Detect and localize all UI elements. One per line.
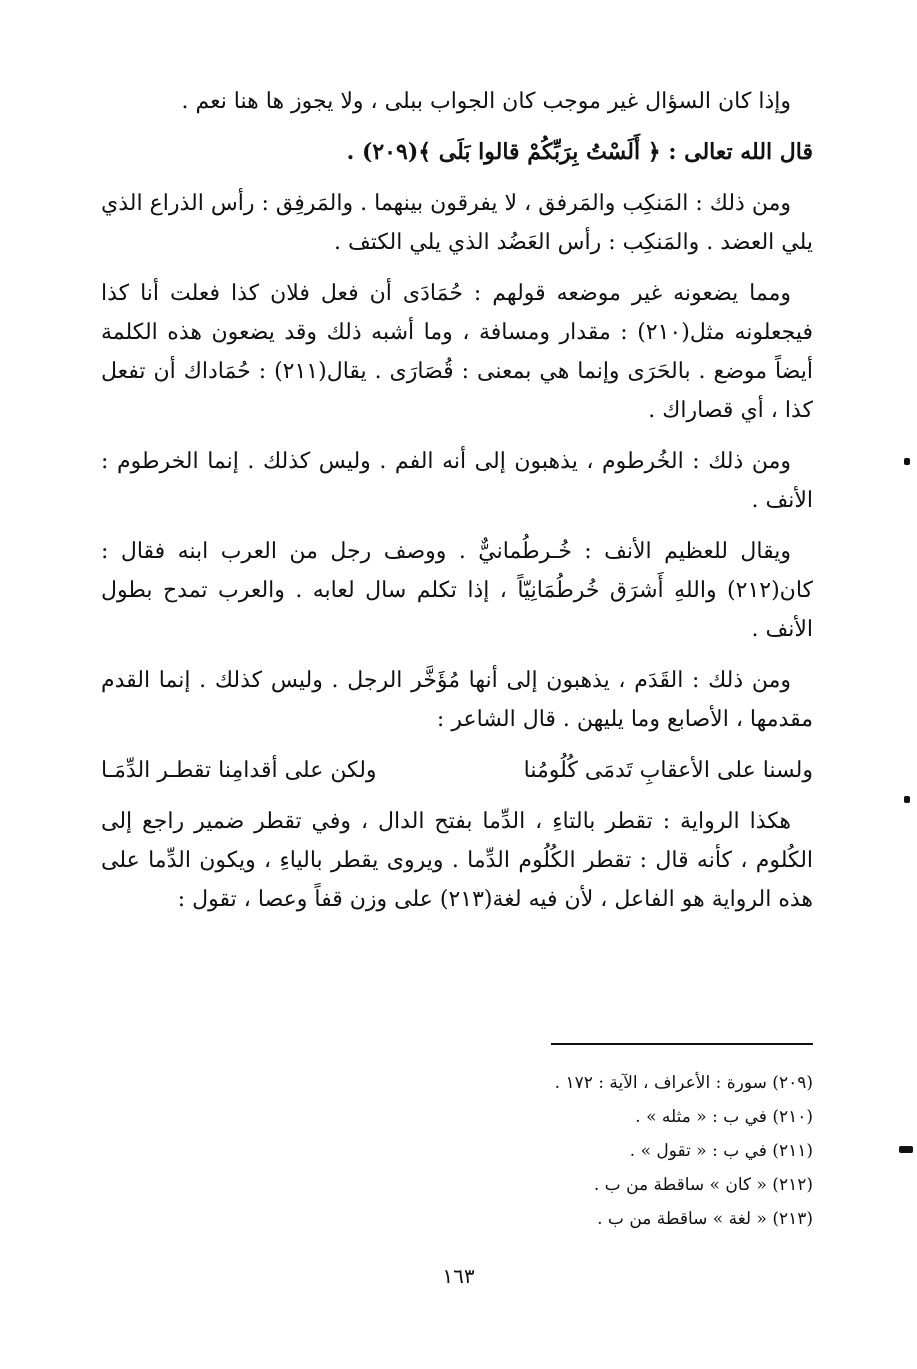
text-line: هكذا الرواية : تقطر بالتاءِ ، الدِّما بفتح الدال ، وفي تقطر ضمير راجع bbox=[142, 809, 791, 834]
footnote: (٢٠٩) سورة : الأعراف ، الآية : ١٧٢ . bbox=[554, 1073, 813, 1093]
paragraph-4 bbox=[101, 274, 813, 430]
scan-edge-mark bbox=[904, 796, 910, 803]
paragraph-2-quran-verse bbox=[101, 133, 813, 172]
text-line: فقال : كان(٢١٢) واللهِ أَشرَق خُرطُمَانِيّاً ، إذا تكلم سال لعابه . والعرب تمدح bbox=[101, 539, 813, 603]
footnote: (٢١٠) في ب : « مثله » . bbox=[635, 1107, 813, 1127]
footnote: (٢١٣) « لغة » ساقطة من ب . bbox=[597, 1209, 813, 1229]
text-line: إنما القدم مقدمها ، الأصابع وما يليهن . قال الشاعر : bbox=[101, 668, 813, 732]
footnote-separator bbox=[551, 1043, 813, 1045]
scan-edge-mark bbox=[904, 458, 910, 465]
text-line: قال الله تعالى : ﴿ أَلَسْتُ بِرَبِّكُمْ قالوا بَلَى ﴾(٢٠٩) . bbox=[346, 139, 813, 165]
paragraph-1 bbox=[101, 82, 813, 121]
text-line: بطول الأنف . bbox=[101, 578, 813, 642]
text-line: إلى الكُلوم ، كأنه قال : تقطر الكُلُوم الدِّما . ويروى يقطر بالياءِ ، ويكون الدِّما bbox=[101, 809, 814, 873]
text-line: أيضاً موضع . بالحَرَى وإنما هي بمعنى : قُصَارَى . يقال(٢١١) : حُمَاداك أن bbox=[153, 359, 813, 384]
paragraph-7 bbox=[101, 661, 813, 739]
closing-paragraph bbox=[101, 802, 813, 919]
text-line: ويقال للعظيم الأنف : خُـرطُمانيٌّ . ووصف رجل من العرب ابنه bbox=[177, 539, 791, 564]
text-line: وإذا كان السؤال غير موجب كان الجواب ببلى ، ولا يجوز ها هنا نعم . bbox=[181, 89, 791, 114]
text-line: فيجعلونه مثل(٢١٠) : مقدار ومسافة ، وما أشبه ذلك وقد يضعون هذه الكلمة bbox=[101, 320, 813, 345]
footnote: (٢١٢) « كان » ساقطة من ب . bbox=[593, 1175, 813, 1195]
footnote: (٢١١) في ب : « تقول » . bbox=[629, 1141, 813, 1161]
verse-second-hemistich: ولكن على أقدامِنا تقطـر الدِّمَـا bbox=[101, 758, 377, 783]
page-number: ١٦٣ bbox=[442, 1264, 475, 1288]
paragraph-6 bbox=[101, 532, 813, 649]
paragraph-5 bbox=[101, 442, 813, 520]
text-line: الذراع الذي يلي العضد . والمَنكِب : رأس العَضُد الذي يلي الكتف . bbox=[101, 191, 813, 255]
text-line: الأنف . bbox=[751, 488, 813, 513]
text-line: على هذه الرواية هو الفاعل ، لأن فيه لغة(٢١٣) على وزن قفاً وعصا ، تقول : bbox=[101, 848, 813, 912]
footnotes bbox=[101, 1066, 813, 1236]
text-line: تفعل كذا ، أي قصاراك . bbox=[101, 359, 813, 423]
verse-first-hemistich: ولسنا على الأعقابِ تَدمَى كُلُومُنا bbox=[523, 758, 813, 783]
text-line: ومما يضعونه غير موضعه قولهم : حُمَادَى أن فعل فلان كذا فعلت أنا كذا bbox=[101, 281, 791, 306]
text-line: ومن ذلك : الخُرطوم ، يذهبون إلى أنه الفم . وليس كذلك . إنما الخرطوم : bbox=[101, 449, 791, 474]
paragraph-3 bbox=[101, 184, 813, 262]
body-text bbox=[101, 82, 813, 931]
scan-edge-mark bbox=[899, 1146, 913, 1153]
poetry-verse bbox=[101, 751, 813, 790]
text-line: ومن ذلك : القَدَم ، يذهبون إلى أنها مُؤَخَّر الرجل . وليس كذلك . bbox=[199, 668, 792, 693]
text-line: ومن ذلك : المَنكِب والمَرفق ، لا يفرقون بينهما . والمَرفِق : رأس bbox=[210, 191, 792, 216]
